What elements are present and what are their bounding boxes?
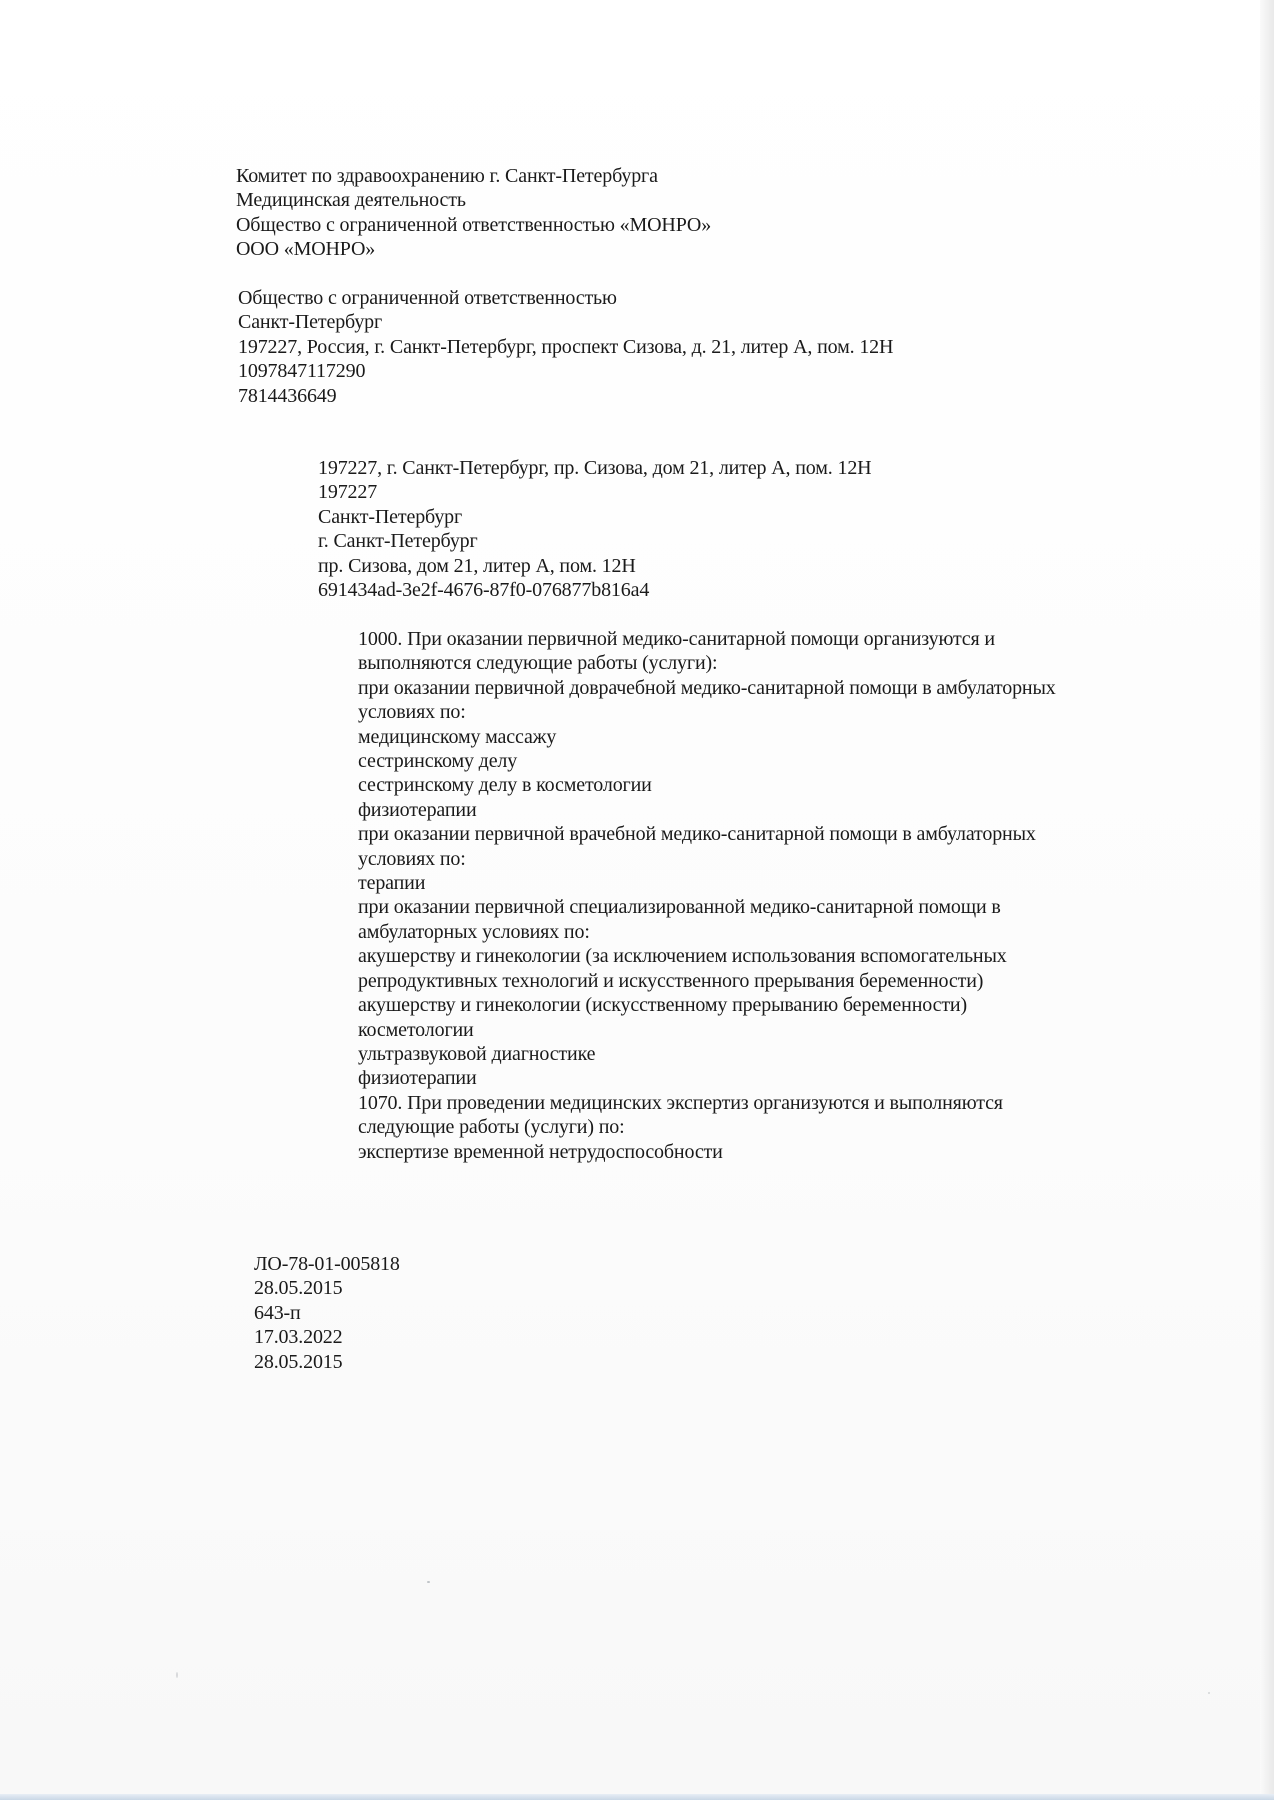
activity-postal-code: 197227: [318, 481, 378, 504]
inn-number: 7814436649: [238, 384, 337, 407]
activity-type: Медицинская деятельность: [236, 189, 466, 212]
service-line: при оказании первичной специализированной медико-санитарной помощи в: [358, 896, 1001, 919]
service-line: условиях по:: [358, 847, 466, 870]
ogrn-number: 1097847117290: [238, 360, 366, 383]
service-line: следующие работы (услуги) по:: [358, 1116, 625, 1139]
service-line: ультразвуковой диагностике: [358, 1042, 596, 1065]
license-issue-date: 28.05.2015: [254, 1277, 343, 1300]
service-line: акушерству и гинекологии (за исключением использования вспомогательных: [358, 945, 1007, 968]
legal-form: Общество с ограниченной ответственностью: [238, 287, 617, 309]
activity-address-full: 197227, г. Санкт-Петербург, пр. Сизова, дом 21, литер А, пом. 12Н: [318, 457, 872, 479]
scan-speck: [427, 1581, 430, 1583]
licensee-block: [238, 286, 893, 408]
service-line: 1070. При проведении медицинских экспертиз организуются и выполняются: [358, 1091, 1003, 1114]
authority-name: Комитет по здравоохранению г. Санкт-Петербурга: [236, 165, 658, 187]
service-line: терапии: [358, 872, 426, 895]
address-guid: 691434ad-3e2f-4676-87f0-076877b816a4: [318, 579, 650, 602]
order-number: 643-п: [254, 1301, 301, 1324]
legal-address: 197227, Россия, г. Санкт-Петербург, проспект Сизова, д. 21, литер А, пом. 12Н: [238, 335, 894, 358]
service-line: амбулаторных условиях по:: [358, 920, 590, 943]
service-line: экспертизе временной нетрудоспособности: [358, 1140, 723, 1163]
scan-edge-right: [1260, 0, 1274, 1800]
service-line: 1000. При оказании первичной медико-санитарной помощи организуются и: [358, 628, 995, 650]
service-line: условиях по:: [358, 701, 466, 724]
licensee-city: Санкт-Петербург: [238, 311, 383, 334]
license-number: ЛО-78-01-005818: [254, 1253, 400, 1275]
services-list: [358, 627, 1178, 1164]
activity-street: пр. Сизова, дом 21, литер А, пом. 12Н: [318, 554, 636, 577]
organization-short-name: ООО «МОНРО»: [236, 238, 376, 261]
service-line: сестринскому делу: [358, 750, 518, 773]
service-line: сестринскому делу в косметологии: [358, 774, 652, 797]
activity-region: Санкт-Петербург: [318, 505, 463, 528]
authority-block: [236, 164, 711, 262]
service-line: акушерству и гинекологии (искусственному прерыванию беременности): [358, 994, 967, 1017]
service-line: при оказании первичной доврачебной медико-санитарной помощи в амбулаторных: [358, 676, 1056, 699]
activity-city: г. Санкт-Петербург: [318, 530, 478, 553]
service-line: репродуктивных технологий и искусственного прерывания беременности): [358, 969, 984, 992]
service-line: при оказании первичной врачебной медико-санитарной помощи в амбулаторных: [358, 823, 1036, 846]
scan-speck: [176, 1672, 178, 1678]
order-date: 17.03.2022: [254, 1326, 343, 1349]
service-line: косметологии: [358, 1018, 474, 1041]
service-line: медицинскому массажу: [358, 725, 557, 748]
service-line: выполняются следующие работы (услуги):: [358, 652, 718, 675]
scan-speck: [1208, 1692, 1210, 1694]
organization-full-name: Общество с ограниченной ответственностью «МОНРО»: [236, 213, 712, 236]
scan-edge-bottom: [0, 1794, 1274, 1800]
service-line: физиотерапии: [358, 798, 477, 821]
service-line: физиотерапии: [358, 1067, 477, 1090]
license-details-block: [254, 1252, 400, 1374]
license-date: 28.05.2015: [254, 1350, 343, 1373]
activity-address-block: [318, 456, 871, 602]
